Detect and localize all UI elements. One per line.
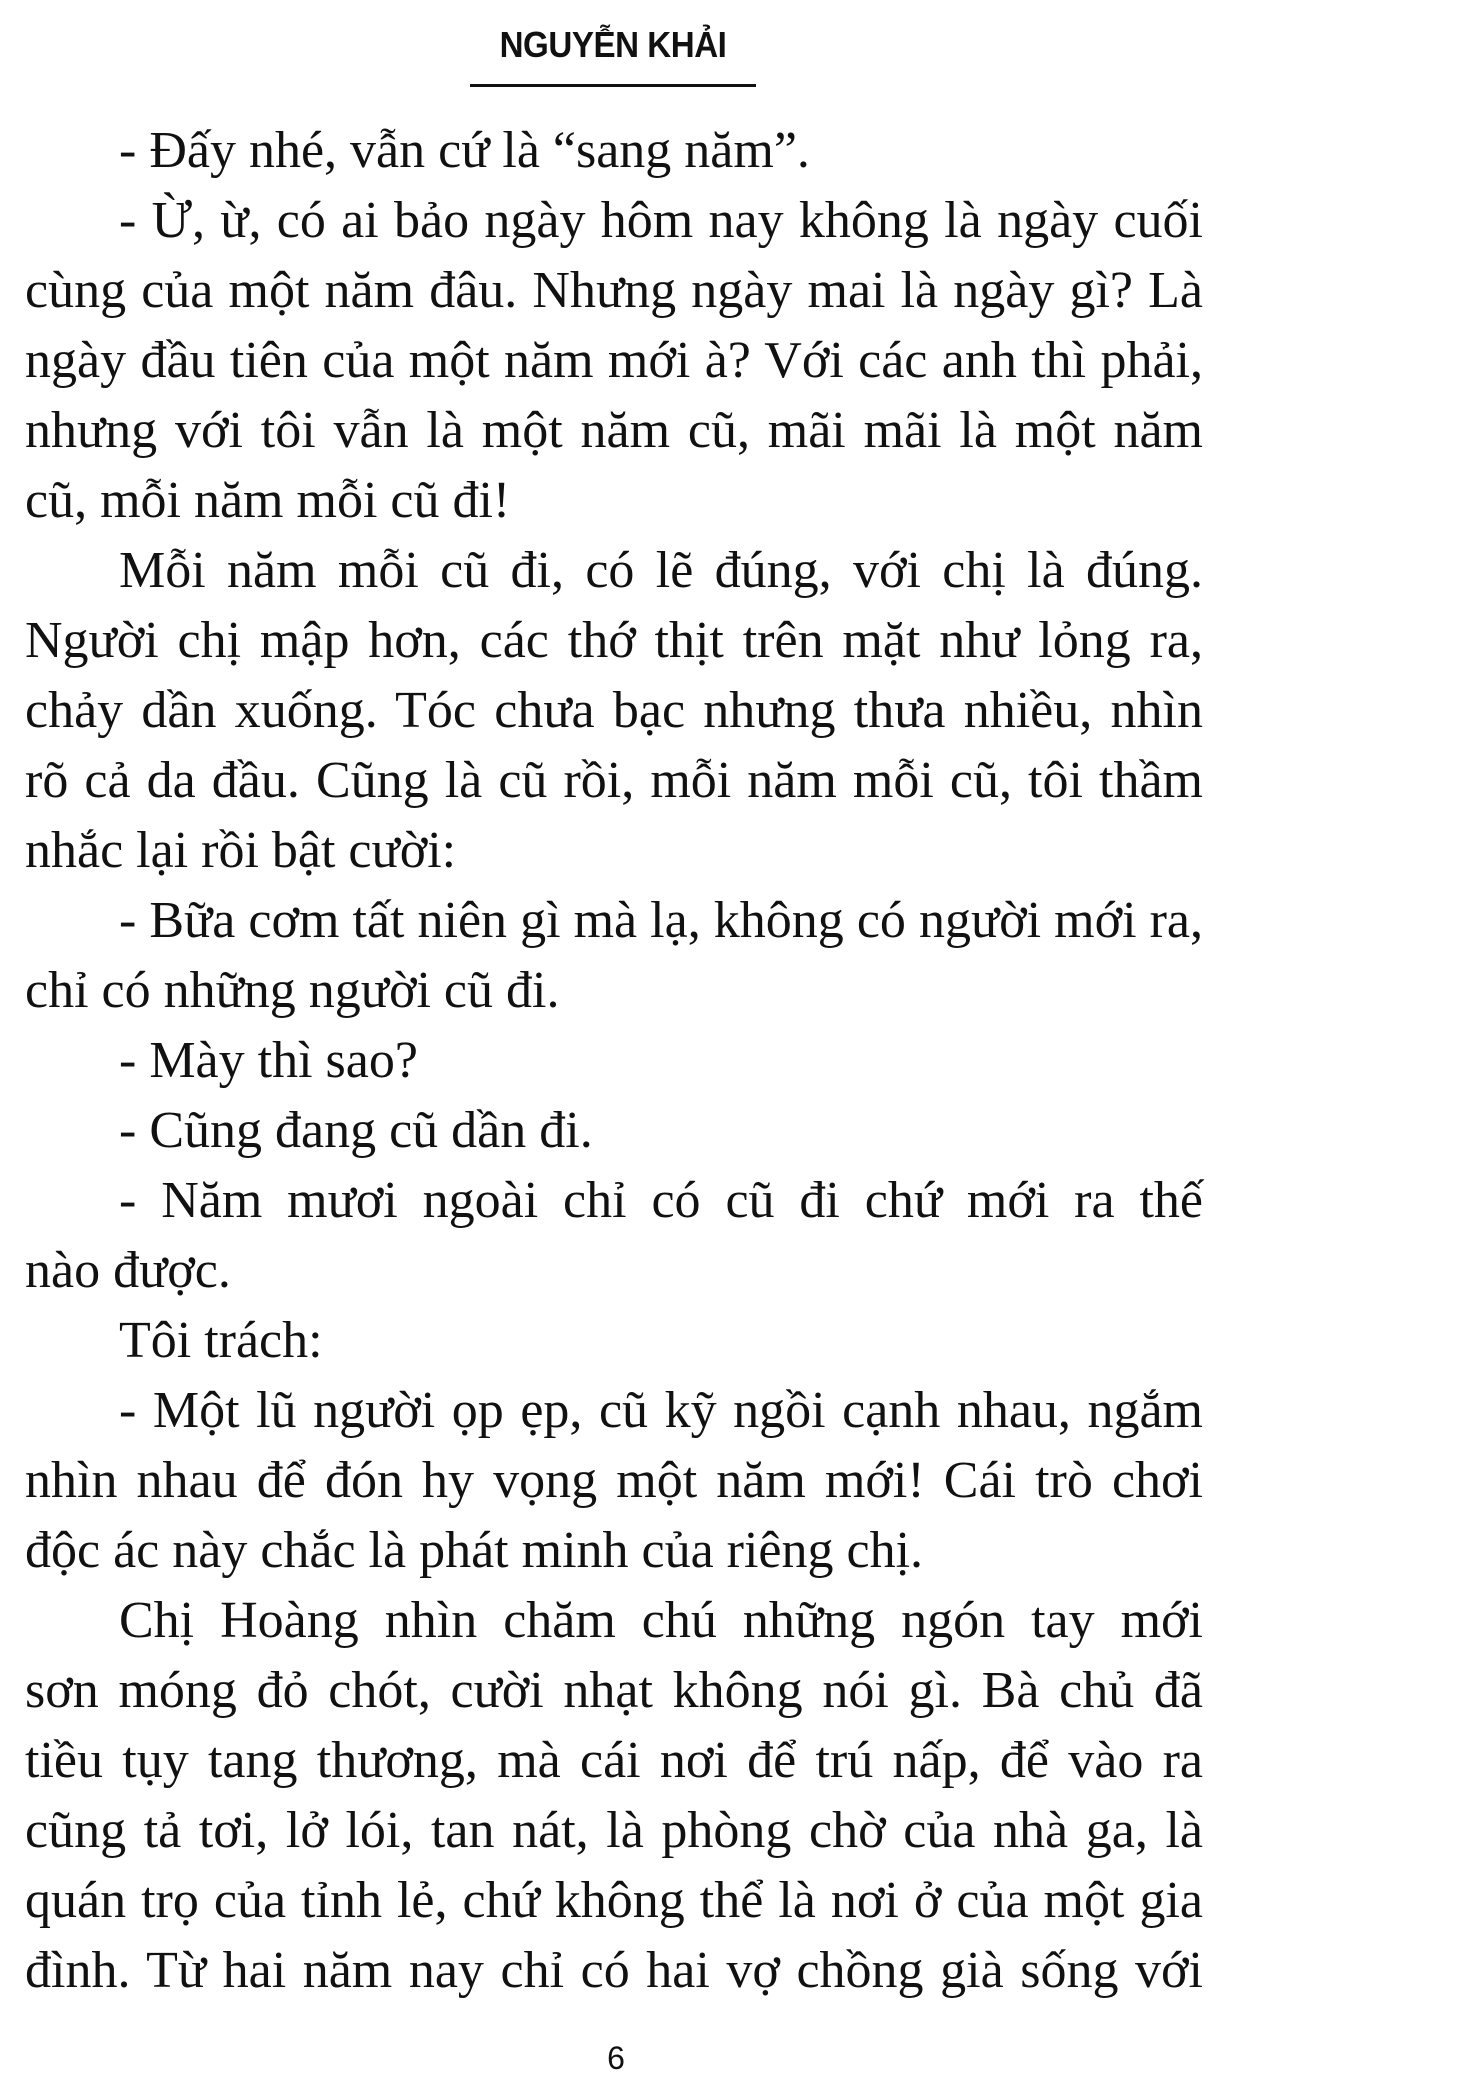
text-line: cũ, mỗi năm mỗi cũ đi!: [25, 472, 511, 529]
text-line: - Năm mươi ngoài chỉ có cũ đi chứ mới ra thế: [119, 1172, 1203, 1229]
text-line: - Mày thì sao?: [119, 1032, 418, 1089]
text-line: nhưng với tôi vẫn là một năm cũ, mãi mãi là một năm: [25, 402, 1203, 459]
text-line: độc ác này chắc là phát minh của riêng chị.: [25, 1522, 924, 1579]
text-line: Mỗi năm mỗi cũ đi, có lẽ đúng, với chị là đúng.: [119, 542, 1203, 599]
text-line: cũng tả tơi, lở lói, tan nát, là phòng chờ của nhà ga, là: [25, 1802, 1203, 1859]
text-line: - Cũng đang cũ dần đi.: [119, 1102, 593, 1159]
text-line: chỉ có những người cũ đi.: [25, 962, 560, 1019]
text-line: đình. Từ hai năm nay chỉ có hai vợ chồng già sống với: [25, 1942, 1203, 1999]
header-rule: [470, 84, 756, 87]
text-line: nhìn nhau để đón hy vọng một năm mới! Cái trò chơi: [25, 1452, 1203, 1509]
text-line: cùng của một năm đâu. Nhưng ngày mai là ngày gì? Là: [25, 262, 1203, 319]
text-line: rõ cả da đầu. Cũng là cũ rồi, mỗi năm mỗi cũ, tôi thầm: [25, 752, 1203, 809]
text-line: quán trọ của tỉnh lẻ, chứ không thể là nơi ở của một gia: [25, 1872, 1203, 1929]
text-line: ngày đầu tiên của một năm mới à? Với các anh thì phải,: [25, 332, 1203, 389]
running-header-author: NGUYỄN KHẢI: [499, 24, 727, 65]
body-text: [25, 116, 1203, 2006]
text-line: Tôi trách:: [119, 1312, 323, 1369]
text-line: Người chị mập hơn, các thớ thịt trên mặt như lỏng ra,: [25, 612, 1203, 669]
text-line: - Ừ, ừ, có ai bảo ngày hôm nay không là ngày cuối: [119, 192, 1203, 249]
text-line: nào được.: [25, 1242, 231, 1299]
text-line: nhắc lại rồi bật cười:: [25, 822, 457, 879]
text-line: sơn móng đỏ chót, cười nhạt không nói gì. Bà chủ đã: [25, 1662, 1203, 1719]
text-line: - Một lũ người ọp ẹp, cũ kỹ ngồi cạnh nhau, ngắm: [119, 1382, 1203, 1439]
text-line: tiều tụy tang thương, mà cái nơi để trú nấp, để vào ra: [25, 1732, 1203, 1789]
page-number: 6: [607, 2040, 625, 2076]
text-line: - Bữa cơm tất niên gì mà lạ, không có người mới ra,: [119, 892, 1203, 949]
text-line: - Đấy nhé, vẫn cứ là “sang năm”.: [119, 122, 810, 179]
text-line: Chị Hoàng nhìn chăm chú những ngón tay mới: [119, 1592, 1203, 1649]
text-line: chảy dần xuống. Tóc chưa bạc nhưng thưa nhiều, nhìn: [25, 682, 1203, 739]
